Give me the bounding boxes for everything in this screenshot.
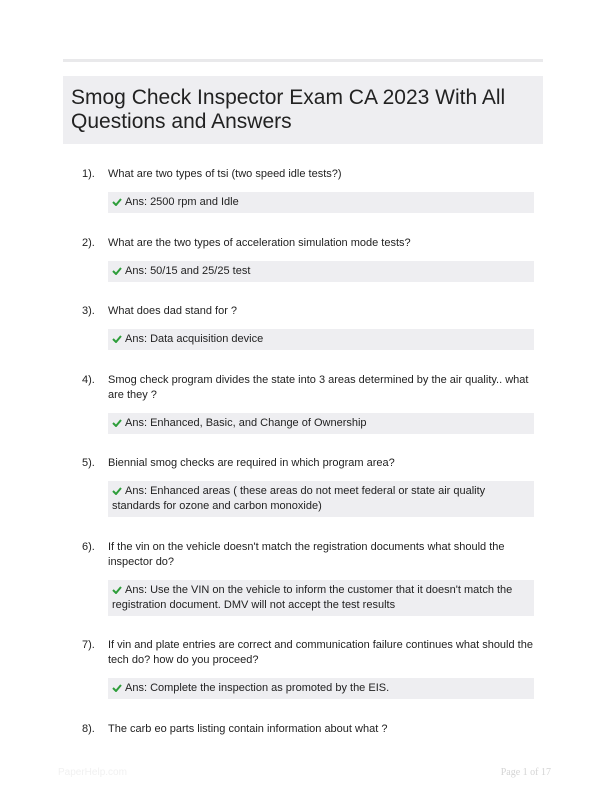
question-text: What does dad stand for ? [108,305,238,317]
question-number: 8). [82,723,95,735]
question-text: What are two types of tsi (two speed idle tests?) [108,168,342,180]
check-icon [112,586,122,594]
question-text: The carb eo parts listing contain information about what ? [108,723,388,735]
question-text: Smog check program divides the state into 3 areas determined by the air quality.. what are they ? [108,374,529,401]
question-number: 5). [82,457,95,469]
answer-box [108,261,534,282]
footer-watermark: PaperHelp.com [58,767,127,778]
answer-text: Ans: Use the VIN on the vehicle to inform the customer that it doesn't match the registration document. DMV will not accept the test results [112,584,513,611]
question-number: 4). [82,374,95,386]
answer-box [108,413,534,434]
question-number: 3). [82,305,95,317]
check-icon [112,335,122,343]
check-icon [112,198,122,206]
question-number: 1). [82,168,95,180]
question-text: What are the two types of acceleration simulation mode tests? [108,237,411,249]
answer-text: Ans: Enhanced, Basic, and Change of Ownership [125,417,367,429]
check-icon [112,684,122,692]
answer-text: Ans: Data acquisition device [125,333,264,345]
document-title: Smog Check Inspector Exam CA 2023 With All Questions and Answers [71,86,506,133]
question-text: Biennial smog checks are required in which program area? [108,457,395,469]
check-icon [112,419,122,427]
question-number: 2). [82,237,95,249]
answer-box [108,192,534,213]
answer-text: Ans: Enhanced areas ( these areas do not meet federal or state air quality standards for ozone and carbon monoxide) [112,485,486,512]
answer-box [108,678,534,699]
question-number: 6). [82,541,95,553]
question-text: If vin and plate entries are correct and communication failure continues what should the tech do? how do you proceed? [108,639,533,666]
check-icon [112,487,122,495]
top-rule [63,59,543,62]
answer-box [108,329,534,350]
check-icon [112,267,122,275]
answer-text: Ans: 50/15 and 25/25 test [125,265,251,277]
answer-text: Ans: 2500 rpm and Idle [125,196,239,208]
answer-box [108,481,534,517]
question-text: If the vin on the vehicle doesn't match the registration documents what should the inspector do? [108,541,505,568]
answer-box [108,580,534,616]
title-banner [63,76,543,144]
answer-text: Ans: Complete the inspection as promoted by the EIS. [125,682,390,694]
page-number: Page 1 of 17 [500,767,551,778]
question-number: 7). [82,639,95,651]
